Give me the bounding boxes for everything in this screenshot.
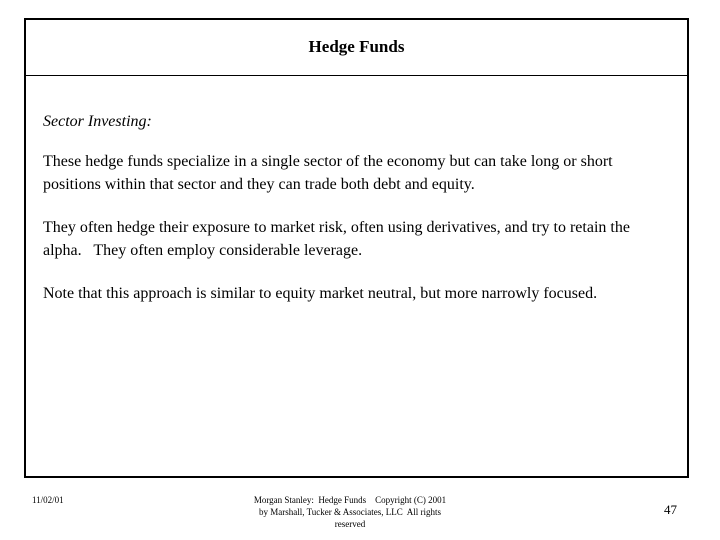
paragraph-2: They often hedge their exposure to market risk, often using derivatives, and try to retain the alpha. They often employ considerable leverage. (43, 219, 634, 259)
slide-title: Hedge Funds (308, 37, 405, 56)
slide-content (43, 110, 663, 325)
copyright-line-2: by Marshall, Tucker & Associates, LLC All rights (259, 507, 441, 517)
paragraph-1: These hedge funds specialize in a single sector of the economy but can take long or short positions within that sector and they can trade both debt and equity. (43, 153, 613, 193)
footer-copyright (240, 494, 460, 530)
footer-date: 11/02/01 (32, 495, 64, 505)
paragraph-3: Note that this approach is similar to equity market neutral, but more narrowly focused. (43, 285, 598, 302)
copyright-line-3: reserved (334, 519, 366, 529)
page-number: 47 (664, 502, 677, 517)
slide-frame (24, 18, 689, 478)
title-bar (26, 20, 687, 76)
section-subheading: Sector Investing: (43, 113, 152, 130)
copyright-line-1: Morgan Stanley: Hedge Funds Copyright (C) 2001 (253, 495, 447, 505)
